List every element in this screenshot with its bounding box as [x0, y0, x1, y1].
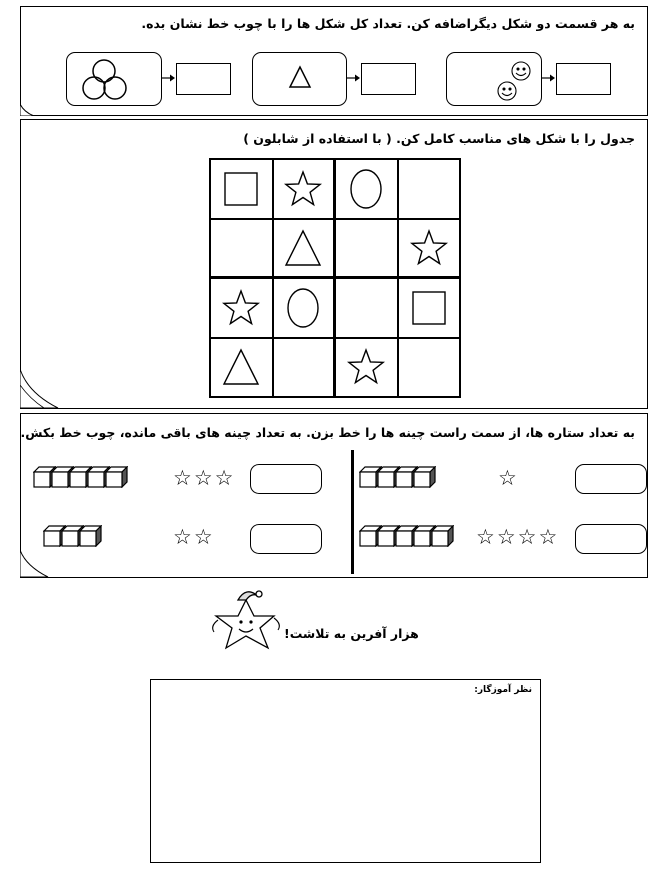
- grid-cell: [210, 338, 273, 398]
- grid-cell: [210, 278, 273, 338]
- star-group: ☆☆☆: [173, 466, 236, 490]
- cube-icon: [79, 525, 102, 547]
- grid-cell: [273, 159, 336, 219]
- arrow-icon: [347, 73, 361, 83]
- grid-cell: [210, 159, 273, 219]
- grid-cell[interactable]: [273, 338, 336, 398]
- star-group: ☆: [498, 466, 519, 490]
- answer-box-1[interactable]: [176, 63, 231, 95]
- answer-box-2[interactable]: [361, 63, 416, 95]
- arrow-icon: [162, 73, 176, 83]
- page-curl-decoration: [20, 550, 50, 578]
- grid-cell[interactable]: [335, 219, 398, 279]
- section-3-title: به تعداد ستاره ها، از سمت راست چینه ها را خط بزن. به تعداد چینه های باقی مانده، چوب خط بکش.: [20, 425, 635, 440]
- tally-answer-box[interactable]: [575, 464, 647, 494]
- three-circles-icon: [67, 53, 163, 107]
- triangle-box: [252, 52, 347, 106]
- cube-row: [33, 466, 123, 492]
- star-mascot-icon: [208, 586, 286, 658]
- grid-cell[interactable]: [210, 219, 273, 279]
- star-icon: [409, 228, 449, 268]
- tally-answer-box[interactable]: [250, 464, 322, 494]
- section-1-title: به هر قسمت دو شکل دیگراضافه کن. تعداد کل شکل ها را با چوب خط نشان بده.: [141, 16, 635, 31]
- grid-cell[interactable]: [398, 338, 461, 398]
- cube-icon: [413, 466, 436, 488]
- cube-row: [359, 466, 431, 492]
- section-3-divider: [351, 450, 354, 574]
- star-icon: [346, 347, 386, 387]
- page-curl-decoration: [20, 369, 60, 409]
- shape-grid: [209, 158, 461, 398]
- section-1-panel: [20, 6, 648, 116]
- star-group: ☆☆☆☆: [476, 525, 560, 549]
- answer-box-3[interactable]: [556, 63, 611, 95]
- triangle-icon: [221, 347, 261, 387]
- cube-icon: [105, 466, 128, 488]
- page-curl-decoration: [20, 104, 36, 116]
- grid-cell: [335, 159, 398, 219]
- star-icon: [221, 288, 261, 328]
- grid-cell: [398, 278, 461, 338]
- star-group: ☆☆: [173, 525, 215, 549]
- grid-cell: [398, 219, 461, 279]
- section-3-panel: [20, 413, 648, 578]
- tally-answer-box[interactable]: [250, 524, 322, 554]
- circle-icon: [346, 169, 386, 209]
- section-2-title: جدول را با شکل های مناسب کامل کن. ( با استفاده از شابلون ): [243, 131, 635, 146]
- tally-answer-box[interactable]: [575, 524, 647, 554]
- circle-icon: [283, 288, 323, 328]
- grid-cell[interactable]: [335, 278, 398, 338]
- teacher-comment-label: نظر آموزگار:: [474, 685, 532, 695]
- square-icon: [409, 288, 449, 328]
- cube-icon: [431, 525, 454, 547]
- teacher-comment-box[interactable]: [150, 679, 541, 863]
- cube-row: [43, 525, 97, 551]
- cube-row: [359, 525, 449, 551]
- triangle-icon: [283, 228, 323, 268]
- grid-cell[interactable]: [398, 159, 461, 219]
- section-2-panel: [20, 119, 648, 409]
- grid-cell: [335, 338, 398, 398]
- star-icon: [283, 169, 323, 209]
- smiley-box: [446, 52, 542, 106]
- triangle-icon: [253, 53, 348, 107]
- square-icon: [221, 169, 261, 209]
- grid-cell: [273, 219, 336, 279]
- smiley-faces-icon: [447, 53, 543, 107]
- circles-box: [66, 52, 162, 106]
- grid-cell: [273, 278, 336, 338]
- arrow-icon: [542, 73, 556, 83]
- praise-text: هزار آفرین به تلاشت!: [284, 626, 419, 641]
